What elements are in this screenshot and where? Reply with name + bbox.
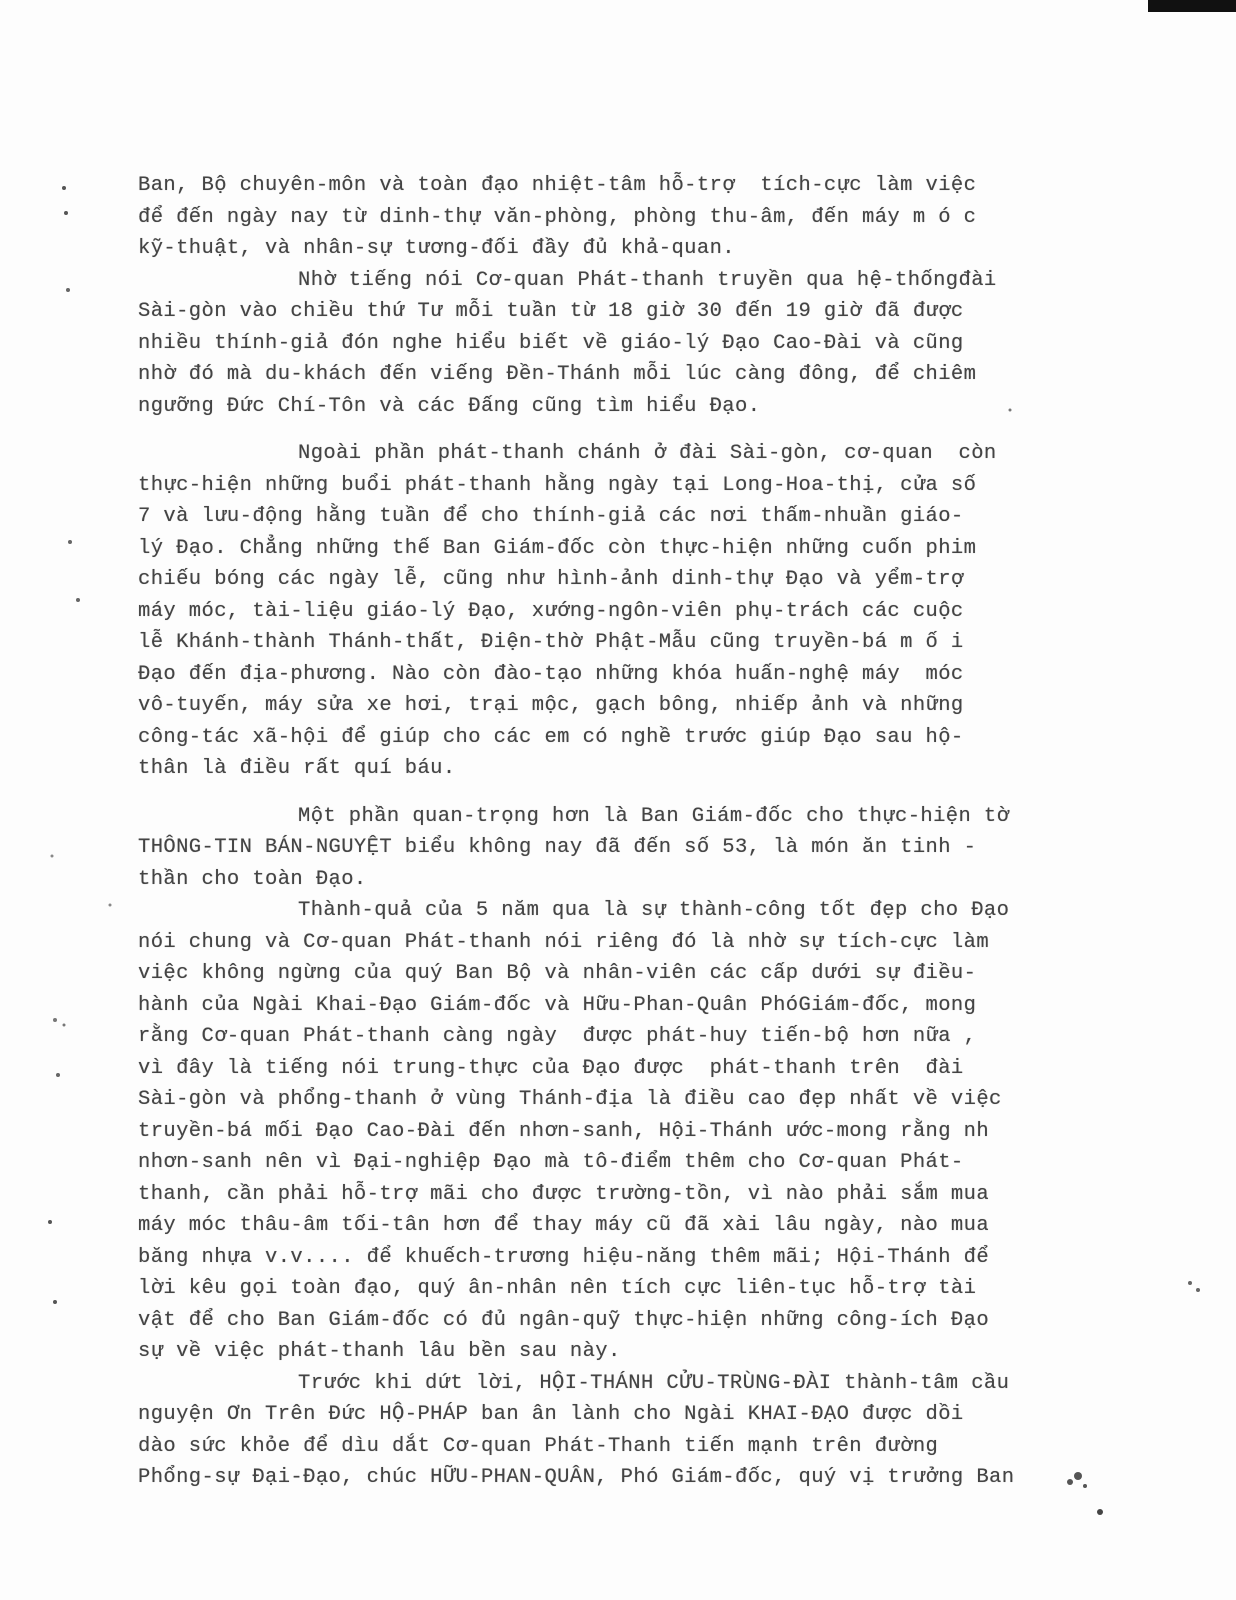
text-line: truyền-bá mối Đạo Cao-Đài đến nhơn-sanh, Hội-Thánh ước-mong rằng nh (138, 1119, 990, 1143)
text-line: Một phần quan-trọng hơn là Ban Giám-đốc cho thực-hiện tờ (298, 804, 1010, 828)
text-line: máy móc, tài-liệu giáo-lý Đạo, xướng-ngôn-viên phụ-trách các cuộc (138, 599, 964, 623)
text-line: rằng Cơ-quan Phát-thanh càng ngày được phát-huy tiến-bộ hơn nữa , (138, 1025, 977, 1048)
text-line: dào sức khỏe để dìu dắt Cơ-quan Phát-Thanh tiến mạnh trên đường (138, 1434, 939, 1458)
text-line: ngưỡng Đức Chí-Tôn và các Đấng cũng tìm hiểu Đạo. (138, 394, 761, 418)
scan-corner-mark (1148, 0, 1236, 12)
text-line: hành của Ngài Khai-Đạo Giám-đốc và Hữu-Phan-Quân PhóGiám-đốc, mong (138, 993, 977, 1017)
document-body (138, 170, 1118, 1494)
text-line: thân là điều rất quí báu. (138, 757, 456, 780)
text-line: nguyện Ơn Trên Đức HỘ-PHÁP ban ân lành cho Ngài KHAI-ĐẠO được dồi (138, 1403, 964, 1426)
text-line: nhơn-sanh nên vì Đại-nghiệp Đạo mà tô-điểm thêm cho Cơ-quan Phát- (138, 1151, 964, 1174)
text-line: lý Đạo. Chẳng những thế Ban Giám-đốc còn thực-hiện những cuốn phim (138, 536, 977, 560)
text-line: nói chung và Cơ-quan Phát-thanh nói riêng đó là nhờ sự tích-cực làm (138, 930, 990, 954)
text-line: sự về việc phát-thanh lâu bền sau này. (138, 1340, 621, 1363)
paragraph-gap (138, 422, 1118, 438)
text-line: thực-hiện những buổi phát-thanh hằng ngày tại Long-Hoa-thị, cửa số (138, 473, 977, 497)
text-line: để đến ngày nay từ dinh-thự văn-phòng, phòng thu-âm, đến máy m ó c (138, 205, 977, 229)
text-line: vô-tuyến, máy sửa xe hơi, trại mộc, gạch bông, nhiếp ảnh và những (138, 694, 964, 717)
text-line: Thành-quả của 5 năm qua là sự thành-công tốt đẹp cho Đạo (298, 899, 1010, 922)
text-line: THÔNG-TIN BÁN-NGUYỆT biểu không nay đã đến số 53, là món ăn tinh - (138, 836, 977, 859)
text-line: thần cho toàn Đạo. (138, 867, 367, 891)
text-line: Sài-gòn vào chiều thứ Tư mỗi tuần từ 18 giờ 30 đến 19 giờ đã được (138, 300, 964, 323)
text-line: máy móc thâu-âm tối-tân hơn để thay máy cũ đã xài lâu ngày, nào mua (138, 1214, 990, 1237)
text-line: vật để cho Ban Giám-đốc có đủ ngân-quỹ thực-hiện những công-ích Đạo (138, 1308, 990, 1332)
text-line: Trước khi dứt lời, HỘI-THÁNH CỬU-TRÙNG-ĐÀI thành-tâm cầu (298, 1371, 1010, 1395)
text-line: Nhờ tiếng nói Cơ-quan Phát-thanh truyền qua hệ-thốngđài (298, 268, 997, 292)
text-line: Đạo đến địa-phương. Nào còn đào-tạo những khóa huấn-nghệ máy móc (138, 662, 964, 686)
text-line: Phổng-sự Đại-Đạo, chúc HỮU-PHAN-QUÂN, Phó Giám-đốc, quý vị trưởng Ban (138, 1466, 1015, 1489)
paragraph-gap (138, 785, 1118, 801)
text-line: Ngoài phần phát-thanh chánh ở đài Sài-gòn, cơ-quan còn (298, 442, 997, 465)
text-line: lời kêu gọi toàn đạo, quý ân-nhân nên tích cực liên-tục hỗ-trợ tài (138, 1277, 977, 1300)
text-line: băng nhựa v.v.... để khuếch-trương hiệu-năng thêm mãi; Hội-Thánh để (138, 1245, 990, 1269)
text-line: Sài-gòn và phổng-thanh ở vùng Thánh-địa là điều cao đẹp nhất về việc (138, 1088, 1002, 1111)
text-line: nhờ đó mà du-khách đến viếng Đền-Thánh mỗi lúc càng đông, để chiêm (138, 363, 977, 386)
text-line: việc không ngừng của quý Ban Bộ và nhân-viên các cấp dưới sự điều- (138, 962, 977, 985)
text-line: thanh, cần phải hỗ-trợ mãi cho được trường-tồn, vì nào phải sắm mua (138, 1182, 990, 1206)
text-line: vì đây là tiếng nói trung-thực của Đạo được phát-thanh trên đài (138, 1056, 964, 1080)
text-line: Ban, Bộ chuyên-môn và toàn đạo nhiệt-tâm hỗ-trợ tích-cực làm việc (138, 174, 977, 197)
text-line: nhiều thính-giả đón nghe hiểu biết về giáo-lý Đạo Cao-Đài và cũng (138, 331, 964, 355)
text-line: công-tác xã-hội để giúp cho các em có nghề trước giúp Đạo sau hộ- (138, 725, 964, 749)
text-line: lễ Khánh-thành Thánh-thất, Điện-thờ Phật-Mẫu cũng truyền-bá m ố i (138, 631, 964, 654)
text-line: kỹ-thuật, và nhân-sự tương-đối đầy đủ khả-quan. (138, 237, 735, 260)
text-line: 7 và lưu-động hằng tuần để cho thính-giả các nơi thấm-nhuần giáo- (138, 505, 964, 528)
text-line: chiếu bóng các ngày lễ, cũng như hình-ảnh dinh-thự Đạo và yểm-trợ (138, 568, 964, 591)
